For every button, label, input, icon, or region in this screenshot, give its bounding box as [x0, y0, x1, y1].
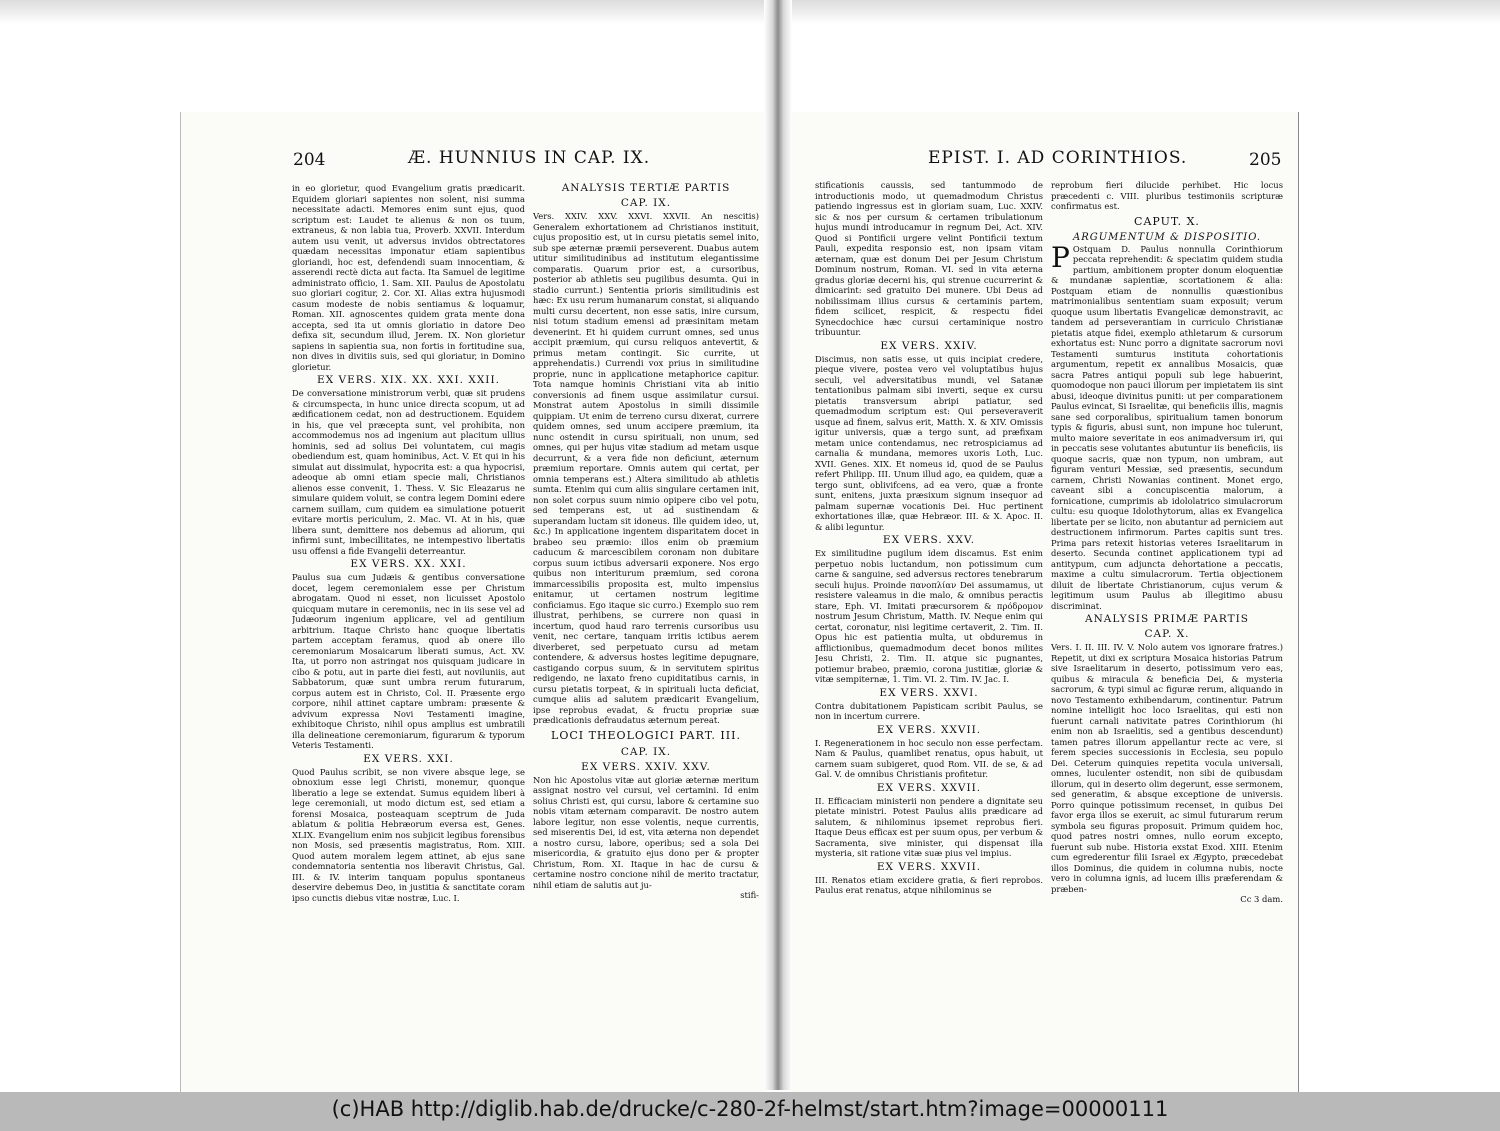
section-heading: EX VERS. XIX. XX. XXI. XXII. [317, 374, 500, 386]
paragraph-with-initial [1051, 240, 1283, 612]
catchword: Cc 3 dam. [1240, 894, 1283, 904]
paragraph: stificationis caussis, sed tantummodo de introductionis modo, ut quemadmodum Christus patiendo ingressus est in gloriam suam, Luc. XXIV. sic & nos per cursum & certamen tribulationum hujus mundi introducamur in regnum Dei, Act. XIV. Quod si Pontificii urgere velint Pontificii textum Pauli, expedita responsio est, non ipsam vitam æternam, quæ est donum Dei per Jesum Christum Dominum nostrum, Roman. VI. sed in vita æterna gradus gloriæ decerni his, qui strenue cucurrerint & dimicarint: sed gratuito Dei munere. Ubi Deus ad nobilissimam illius cursus & certaminis partem, fidem scilicet, respicit, & respectu fidei Synecdochice hæc cursui certaminique nostro tribuuntur. [815, 180, 1043, 337]
left-column-1 [292, 183, 525, 983]
paragraph: Paulus sua cum Judæis & gentibus conversatione docet, legem ceremonialem esse per Christum abrogatam. Quod ni esset, non licuisset Apostolo quicquam mutare in ceremoniis, nec in iis sese vel ad Judæorum ingenium applicare, vel ad gentilium arbitrium. Itaque Christo hanc quoque libertatis partem acceptam feramus, quod ab onere illo ceremoniarum Mosaicarum liberati sumus, Act. XV. Ita, ut porro non astringat nos quisquam judicare in cibo & potu, aut in parte diei festi, aut noviluniis, aut Sabbatorum, quæ sunt umbra rerum futurarum, corpus autem est in Christo, Col. II. Præsente ergo corpore, nihil attinet captare umbram: præsente & advivum expressa Novi Testamenti imagine, exhibitoque Christo, nihil opus amplius est umbratili illa delineatione ceremoniarum, figurarum & typorum Veteris Testamenti. [292, 572, 525, 750]
paragraph: Ex similitudine pugilum idem discamus. Est enim perpetuo nobis luctandum, non potissimum cum carne & sanguine, sed adversus rectores tenebrarum seculi hujus. Proinde πανοπλίαν Dei assumamus, ut resistere valeamus in die malo, & omnibus peractis stare, Eph. VI. Imitati præcursorem & πρόδρομον nostrum Jesum Christum, Matth. IV. Neque enim qui certat, coronatur, nisi legitime certaverit, 2. Tim. II. Opus hic est patientia multa, ut obduremus in afflictionibus, quemadmodum decet bonos milites Jesu Christi, 2. Tim. II. atque sic pugnantes, potiemur brabeo, præmio, corona justitiæ, gloriæ & vitæ sempiternæ, 1. Tim. VI. 2. Tim. IV. Jac. I. [815, 548, 1043, 684]
section-heading: ANALYSIS TERTIÆ PARTIS [561, 182, 731, 194]
section-heading: EX VERS. XXIV. XXV. [581, 760, 711, 773]
section-heading: EX VERS. XXVII. [876, 723, 982, 736]
paragraph: reprobum fieri dilucide perhibet. Hic locus præcedenti c. VIII. pluribus testimoniis scripturæ confirmatus est. [1051, 180, 1283, 211]
paragraph: Non hic Apostolus vitæ aut gloriæ æternæ meritum assignat nostro vel cursui, vel certamini. Id enim solius Christi est, qui cursu, labore & certamine suo nobis vitam æternam comparavit. De nostro autem labore legitur, non esse volentis, neque currentis, sed miserentis Dei, id est, vita æterna non dependet a nostro cursu, labore, operibus; sed a sola Dei misericordia, & gratuito ejus dono per & propter Christum, Rom. XI. Itaque in hac de cursu & certamine nostro concione nihil de merito tractatur, nihil etiam de salutis aut ju- [533, 774, 759, 890]
paragraph: De conversatione ministrorum verbi, quæ sit prudens & circumspecta, in hunc unice directa scopum, ut ad ædificationem cedat, non ad destructionem. Equidem in his, que vel præcepta sunt, vel prohibita, non accommodemus nos ad ingenium aut placitum ullius hominis, sed ad solius Dei voluntatem, cui magis obediendum est, quam hominibus, Act. V. Et qui in his simulat aut dissimulat, hypocrita est: a qua hypocrisi, adeoque ab omni etiam specie mali, Christianos alienos esse convenit, 1. Thess. V. Sic Eleazarus ne simulare quidem voluit, se contra legem Domini edere carnem suillam, cum quidem ea simulatione potuerit evitare mortis periculum, 2. Mac. VI. At in his, quæ libera sunt, demittere nos debemus ad aliorum, qui infirmi sunt, imbecillitates, ne intempestivo libertatis usu offensi a fide Evangelii deterreantur. [292, 388, 525, 556]
section-heading: EX VERS. XXVI. [879, 686, 979, 699]
left-running-head: Æ. HUNNIUS IN CAP. IX. [408, 148, 651, 168]
left-column-2 [533, 180, 759, 990]
section-heading: EX VERS. XXVII. [876, 781, 982, 794]
scan-top-shadow [0, 0, 1500, 60]
chapter-heading: LOCI THEOLOGICI PART. III. [551, 728, 741, 742]
right-running-head: EPIST. I. AD CORINTHIOS. [928, 148, 1188, 168]
section-heading: EX VERS. XX. XXI. [350, 558, 467, 570]
book-gutter [764, 0, 792, 1090]
section-heading: EX VERS. XXV. [882, 534, 976, 546]
paragraph: Quod Paulus scribit, se non vivere absque lege, se obnoxium esse legi Christi, monemur, quonque liberatio a lege se extendat. Sumus equidem liberi à lege ceremoniali, ut modo dictum est, sed etiam a forensi Mosaica, posteaquam sceptrum de Juda ablatum & politia Hebræorum eversa est, Genes. XLIX. Evangelium enim nos subjicit legibus forensibus non Mosis, sed præsentis magistratus, Rom. XIII. Quod autem moralem legem attinet, ab ejus sane condemnatoria sententia nos liberavit Christus, Gal. III. & IV. interim tanquam populus spontaneus deservire debemus Deo, in justitia & sanctitate coram ipso cunctis diebus vitæ nostræ, Luc. I. [292, 766, 525, 903]
section-heading: ANALYSIS PRIMÆ PARTIS [1085, 613, 1249, 625]
drop-cap-initial: P [1051, 240, 1070, 274]
section-heading: EX VERS. XXI. [363, 752, 454, 765]
paragraph: II. Efficaciam ministerii non pendere a dignitate seu pietate ministri. Potest Paulus aliis prædicare ad salutem, & nihilominus ipsemet reprobus fieri. Itaque Deus efficax est per suum opus, per verbum & Sacramenta, sive minister, qui dispensat illa mysteria, sit ratione vitæ suæ pius vel impius. [815, 795, 1043, 858]
section-heading: EX VERS. XXVII. [876, 860, 982, 873]
section-heading: CAP. X. [1144, 628, 1190, 640]
right-column-2 [1051, 180, 1283, 990]
paragraph: I. Regenerationem in hoc seculo non esse perfectam. Nam & Paulus, quamlibet renatus, opus habuit, ut carnem suam subigeret, quod Rom. VII. de se, & ad Gal. V. de omnibus Christianis profitetur. [815, 737, 1043, 779]
section-heading: CAP. IX. [620, 197, 672, 209]
left-page-number: 204 [293, 150, 326, 170]
chapter-subheading: ARGUMENTUM & DISPOSITIO. [1072, 231, 1261, 243]
right-page-number: 205 [1249, 150, 1282, 170]
paragraph: Vers. I. II. III. IV. V. Nolo autem vos ignorare fratres.) Repetit, ut dixi ex scriptura Mosaica historias Patrum sive Israelitarum in deserto, potissimum vero eas, quibus & miracula & beneficia Dei, & mysteria sacrorum, & typi simul ac figuræ rerum, aliquando in novo Testamento exhibendarum, continentur. Patrum nomine intelligit hoc loco Israelitas, qui esti non fuerunt carnali nativitate patres Corinthiorum (hi enim non ab Israelitis, sed a gentibus descendunt) tamen patres illorum appellantur recte ac vere, si ferem species successionis in Ecclesia, seu populo Dei. Ceterum quinquies repetita vocula universali, omnes, luculenter ostendit, non sibi de quibusdam illorum, qui in deserto olim degerunt, esse sermonem, sed generatim, & absque exceptione de universis. Porro quinque potissimum recenset, in quibus Dei favor erga illos se exeruit, ac simul futurarum rerum symbola seu figuras proposuit. Primum quidem hoc, quod patres nostri omnes, nullo eorum excepto, fuerunt sub nube. Historia exstat Exod. XIII. Etenim cum egrederentur filii Israel ex Ægypto, præcedebat illos Dominus, die quidem in columna nubis, nocte vero in columna ignis, ad lucem illis præferendam & præben- [1051, 642, 1283, 894]
paragraph-text: Ostquam D. Paulus nonnulla Corinthiorum peccata reprehendit: & speciatim quidem studia partium, ambitionem propter donum eloquentiæ & mundanæ sapientiæ, scortationem & alia: Postquam etiam de nonnullis quæstionibus matrimonialibus sententiam suam exposuit; verum quoque usum libertatis Evangelicæ demonstravit, ac tandem ad perseverantiam in curriculo Christianæ pietatis atque fidei, exemplo athletarum & cursorum exhortatus est: Nunc porro a dignitate sacrorum novi Testamenti sumturus instituta cohortationis argumentum, repetit ex annalibus Mosaicis, quæ sacra Patres antiqui populi sub lege habuerint, quomodoque non pauci illorum per impietatem iis sint abusi, ideoque divinitus puniti: ut per comparationem Paulus evincat, Si Israelitæ, qui beneficiis illis, magnis sane sed corporalibus, spiritualium tamen bonorum typis & figuris, abusi sunt, non impune hoc tulerunt, multo maiore severitate in eos animadversum iri, qui in peccatis sese volutantes abutuntur iis beneficiis, iis quoque sacris, quæ non typum, non umbram, aut figuram venturi Messiæ, sed præsentis, secundum carnem, Christi Nowanias continent. Monet ergo, caveant sibi a concupiscentia malorum, a fornicatione, cumprimis ab idololatrico simulacrorum cultu: esu quoque Idolothytorum, alias ex Evangelica libertate per se licito, non abutantur ad perniciem aut destructionem infirmorum. Partes capitis sunt tres. Prima pars retexit historias veteres Israelitarum in deserto. Secunda continet applicationem typi ad antitypum, cum adjuncta dehortatione a peccatis, maxime a cultu simulacrorum. Tertia objectionem diluit de libertate Christianorum, cujus verum & legitimum usum Paulus ab illegitimo abusu discriminat. [1051, 243, 1283, 611]
paragraph: III. Renatos etiam excidere gratia, & fieri reprobos. Paulus erat renatus, atque nihilominus se [815, 874, 1043, 895]
paragraph: in eo glorietur, quod Evangelium gratis prædicarit. Equidem gloriari sapientes non solent, nisi summa necessitate adacti. Memores enim sunt ejus, quod scriptum est: Laudet te alienus & non os tuum, extraneus, & non labia tua, Proverb. XXVII. Interdum autem usu venit, ut adversus invidos obtrectatores quædam necessitas imponatur etiam sapientibus gloriandi, hoc est, defendendi suam innocentiam, & asserendi rectè dicta aut facta. Ita Samuel de legitime administrato officio, 1. Sam. XII. Paulus de Apostolatu suo gloriari cogitur, 2. Cor. XI. Alias extra hujusmodi casum modeste de nobis sentiamus & loquamur, Roman. XII. agnoscentes quidem grata mente dona accepta, sed ita ut omnis gloriatio in datore Deo defixa sit, secundum illud, Jerem. IX. Non glorietur sapiens in sapientia sua, non fortis in fortitudine sua, non dives in divitiis suis, sed qui gloriatur, in Domino glorietur. [292, 183, 525, 372]
section-heading: CAP. IX. [620, 745, 672, 758]
footer-url[interactable]: (c)HAB http://diglib.hab.de/drucke/c-280-2f-helmst/start.htm?image=00000111 [331, 1097, 1169, 1121]
right-column-1 [815, 180, 1043, 982]
paragraph: Vers. XXIV. XXV. XXVI. XXVII. An nescitis) Generalem exhortationem ad Christianos instituit, cujus propositio est, ut in cursu pietatis semel inito, sub spe æternæ præmii perseverent. Duabus autem utitur similitudinibus ad institutum elegantissime comparatis. Quarum prior est, a cursoribus, posterior ab athletis seu pugilibus desumta. Qui in stadio currunt.) Sententia prioris similitudinis est hæc: Ex usu rerum humanarum constat, si aliquando multi cursu decertent, non esse satis, inire cursum, nisi totum stadium emensi ad præsinitam metam devenerint. Et hi quidem currunt omnes, sed unus accipit præmium, qui cursu reliquos antevertit, & primus metam contingit. Sic currite, ut apprehendatis.) Currendi vox prius in similitudine proprie, nunc in applicatione metaphorice capitur. Tota namque hominis Christiani vita ab initio conversionis ad finem usque assimilatur cursui. Monstrat autem Apostolus in simili dissimile quippiam. Ut enim de terreno cursu dixerat, currere quidem omnes, sed unum accipere præmium, ita nunc ostendit in cursu spirituali, non unum, sed omnes, qui per hujus vitæ stadium ad metam usque decurrunt, & a vera fide non deficiunt, æternum præmium reportare. Omnis autem qui certat, per omnia temperans est.) Altera similitudo ab athletis sumta. Etenim qui cum aliis singulare certamen init, non solet corpus suum nimio opipere cibo vel potu, sed temperans est, ut ad sustinendam & superandam luctam sit idoneus. Ille quidem ideo, ut, &c.) In applicatione ingentem disparitatem docet in brabeo seu præmio: illos enim ob præmium caducum & marcescibilem coronam non dubitare corpus suum ictibus adversarii exponere. Nos ergo quibus non interiturum præmium, sed corona immarcessibilis proposita est, multo impensius enitamur, ut certamen nostrum legitime conficiamus. Ego itaque sic curro.) Exemplo suo rem illustrat, perhibens, se currere non quasi in incertum, quod haud raro terrenis cursoribus usu venit, nec certare, tanquam irritis ictibus aerem diverberet, sed perpetuato cursu ad metam contendere, & adversus hostes legitime depugnare, castigando corpus suum, & in servitutem spiritus redigendo, ne laxato freno cupiditatibus carnis, in cursu pietatis torpeat, & in spirituali lucta deficiat, cumque aliis ad salutem prædicarit Evangelium, ipse reprobus evadat, & fructu propriæ suæ prædicationis defraudatus æternum pereat. [533, 211, 759, 725]
paragraph: Contra dubitationem Papisticam scribit Paulus, se non in incertum currere. [815, 700, 1043, 721]
catchword: stifi- [740, 890, 759, 900]
paragraph: Discimus, non satis esse, ut quis incipiat credere, pieque vivere, postea vero vel voluptatibus hujus seculi, vel adversitatibus mundi, vel Satanæ tentationibus palmam sibi inverti, seque ex cursu pietatis transversum abripi patiatur, sed quemadmodum scriptum est: Qui perseveraverit usque ad finem, salvus erit, Matth. X. & XIV. Omissis igitur universis, quæ a tergo sunt, ad præfixam metam unice contendamus, nec retrospiciamus ad carnalia & mundana, memores uxoris Loth, Luc. XVII. Genes. XIX. Et nomeus id, quod de se Paulus refert Philipp. III. Unum illud ago, ea quidem, quæ a tergo sunt, oblivifcens, ad ea vero, quæ a fronte sunt, enitens, juxta præsixum signum insequor ad palmam supernæ vocationis Dei. Huc pertinent exhortationes illæ, quæ Hebræor. III. & X. Apoc. II. & alibi leguntur. [815, 353, 1043, 532]
chapter-heading: CAPUT. X. [1134, 214, 1200, 228]
section-heading: EX VERS. XXIV. [880, 339, 978, 352]
